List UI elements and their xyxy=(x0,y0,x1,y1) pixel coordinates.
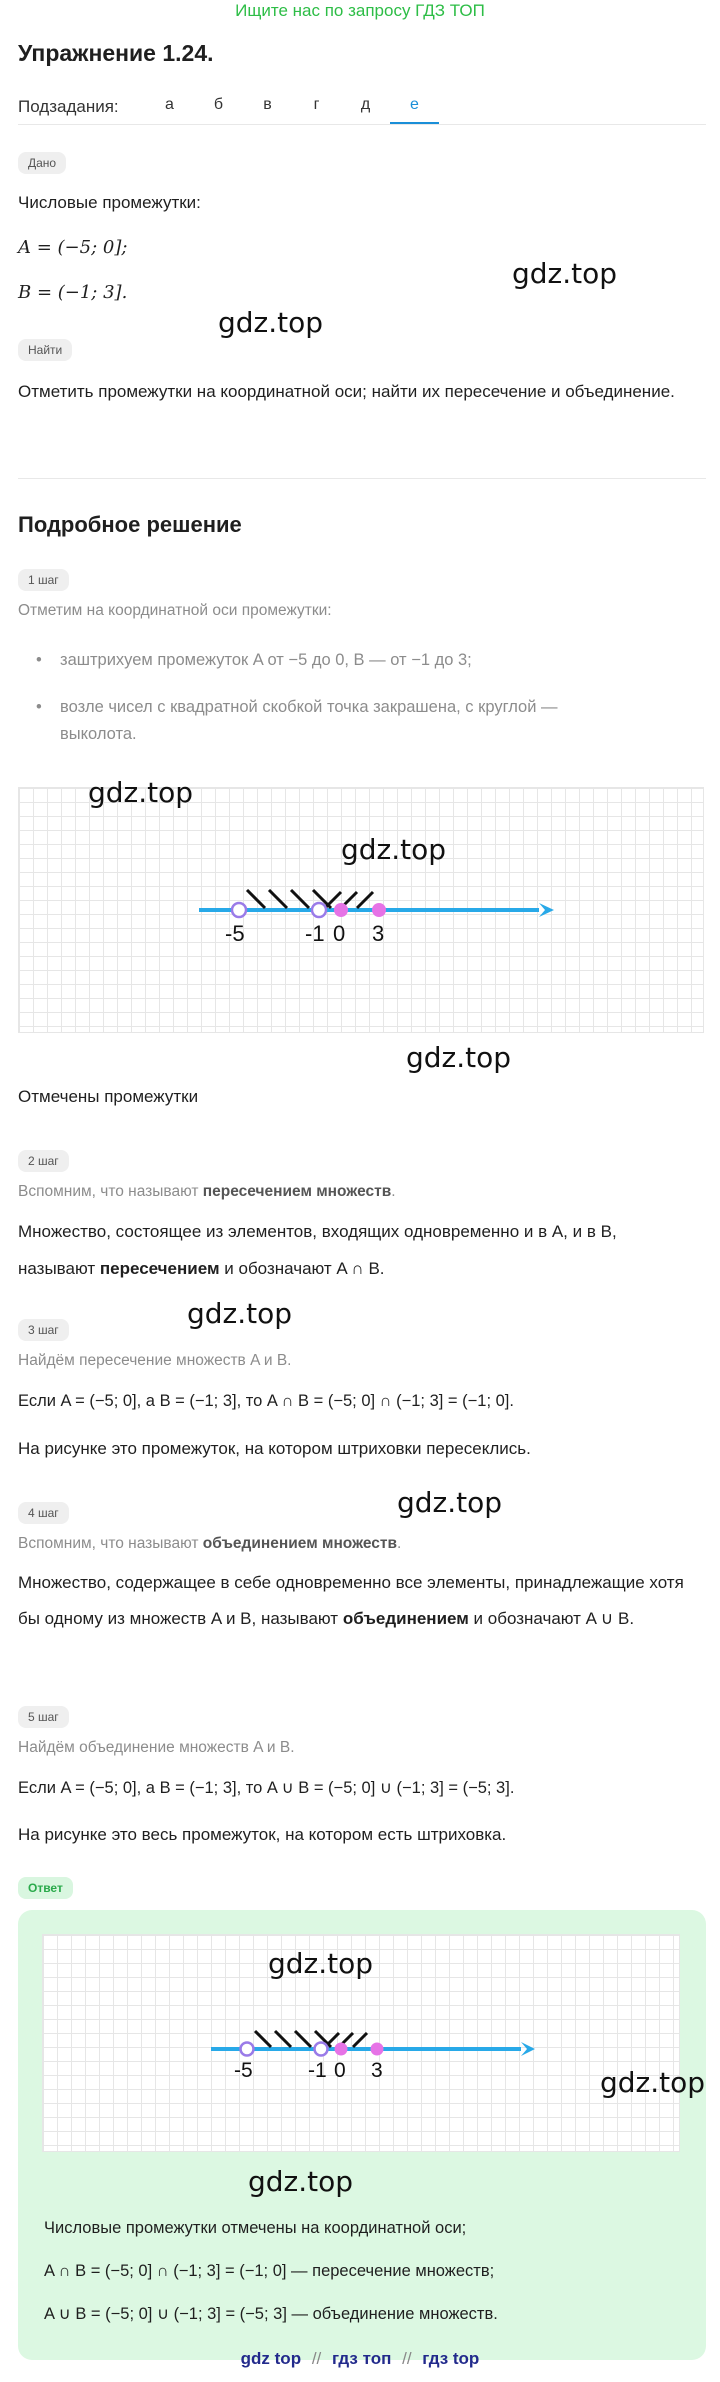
search-banner[interactable]: Ищите нас по запросу ГДЗ ТОП xyxy=(235,1,485,20)
answer-point-3-filled xyxy=(371,2043,384,2056)
watermark: gdz.top xyxy=(512,257,618,290)
tab-subtask-v[interactable]: в xyxy=(263,96,272,113)
answer-label-minus1: -1 xyxy=(308,2059,327,2082)
step5-text: На рисунке это весь промежуток, на котором есть штриховка. xyxy=(18,1825,507,1844)
watermark: gdz.top xyxy=(397,1486,503,1519)
step1-caption: Отмечены промежутки xyxy=(18,1087,199,1106)
step4-hint: Вспомним, что называют объединением множеств. xyxy=(18,1535,402,1552)
step1-bullet2: возле чисел с квадратной скобкой точка закрашена, с круглой — выколота. xyxy=(60,698,558,743)
watermark: gdz.top xyxy=(88,776,194,809)
answer-point-minus1-open xyxy=(315,2043,328,2056)
step1-intro: Отметим на координатной оси промежутки: xyxy=(18,602,332,619)
step5-badge: 5 шаг xyxy=(18,1706,69,1728)
given-set-b: B = (−1; 3]. xyxy=(18,282,128,303)
solution-title: Подробное решение xyxy=(18,512,242,537)
footer-separator: // xyxy=(402,2349,412,2368)
answer-intersection: A ∩ B = (−5; 0] ∩ (−1; 3] = (−1; 0] — пересечение множеств; xyxy=(44,2262,495,2280)
tab-subtask-g[interactable]: г xyxy=(313,96,320,113)
label-0: 0 xyxy=(333,921,346,946)
tab-subtask-e[interactable]: е xyxy=(390,90,439,124)
step3-badge: 3 шаг xyxy=(18,1319,69,1341)
answer-label-3: 3 xyxy=(371,2059,383,2082)
step3-hint: Найдём пересечение множеств A и B. xyxy=(18,1352,292,1369)
step3-text: На рисунке это промежуток, на котором штриховки пересеклись. xyxy=(18,1439,531,1458)
given-intro: Числовые промежутки: xyxy=(18,193,201,212)
step1-badge: 1 шаг xyxy=(18,569,69,591)
step4-badge: 4 шаг xyxy=(18,1502,69,1524)
footer-link-gdz-top-ru[interactable]: гдз топ xyxy=(332,2349,392,2368)
section-divider xyxy=(18,478,706,479)
hatch-b xyxy=(325,892,373,908)
watermark: gdz.top xyxy=(406,1041,512,1074)
label-minus5: -5 xyxy=(225,921,245,946)
footer-link-gdz-top[interactable]: gdz top xyxy=(240,2349,302,2368)
tab-subtask-a[interactable]: а xyxy=(165,96,174,113)
step3-formula: Если A = (−5; 0], а B = (−1; 3], то A ∩ B = (−5; 0] ∩ (−1; 3] = (−1; 0]. xyxy=(18,1392,514,1410)
answer-label-minus5: -5 xyxy=(234,2059,253,2082)
subtask-tabs xyxy=(145,90,439,124)
footer-separator: // xyxy=(311,2349,322,2368)
answer-point-0-filled xyxy=(335,2043,348,2056)
point-3-filled xyxy=(372,903,386,917)
number-line-figure xyxy=(18,787,704,1033)
watermark: gdz.top xyxy=(268,1947,374,1980)
answer-label-0: 0 xyxy=(334,2059,346,2082)
step2-text: Множество, состоящее из элементов, входящих одновременно и в A, и в B, называют пересечением и обозначают A ∩ B. xyxy=(18,1222,617,1278)
step2-hint: Вспомним, что называют пересечением множеств. xyxy=(18,1183,396,1200)
answer-union: A ∪ B = (−5; 0] ∪ (−1; 3] = (−5; 3] — объединение множеств. xyxy=(44,2305,498,2323)
label-minus1: -1 xyxy=(305,921,325,946)
step1-bullet2-dot: • xyxy=(36,698,42,716)
subtasks-label: Подзадания: xyxy=(18,97,119,116)
watermark: gdz.top xyxy=(248,2165,354,2198)
tab-subtask-b[interactable]: б xyxy=(213,96,224,113)
answer-point-minus5-open xyxy=(241,2043,254,2056)
step4-text: Множество, содержащее в себе одновременно все элементы, принадлежащие хотя бы одному из множеств A и B, называют объединением и обозначают A ∪ B. xyxy=(18,1573,684,1628)
answer-axis-arrow xyxy=(521,2042,535,2056)
step5-formula: Если A = (−5; 0], а B = (−1; 3], то A ∪ B = (−5; 0] ∪ (−1; 3] = (−5; 3]. xyxy=(18,1779,515,1797)
watermark: gdz.top xyxy=(600,2066,706,2099)
given-badge: Дано xyxy=(18,152,66,174)
footer-links xyxy=(0,2349,720,2369)
step1-bullet1: заштрихуем промежуток A от −5 до 0, B — от −1 до 3; xyxy=(60,651,472,669)
find-text: Отметить промежутки на координатной оси; найти их пересечение и объединение. xyxy=(18,382,675,401)
point-0-filled xyxy=(334,903,348,917)
watermark: gdz.top xyxy=(218,306,324,339)
step2-badge: 2 шаг xyxy=(18,1150,69,1172)
point-minus5-open xyxy=(232,903,246,917)
number-line-svg xyxy=(19,788,703,1032)
tabs-divider xyxy=(18,124,706,125)
find-badge: Найти xyxy=(18,339,72,361)
point-minus1-open xyxy=(312,903,326,917)
step1-bullet1-dot: • xyxy=(36,651,42,669)
label-3: 3 xyxy=(372,921,385,946)
watermark: gdz.top xyxy=(187,1297,293,1330)
answer-intro: Числовые промежутки отмечены на координатной оси; xyxy=(44,2219,467,2237)
answer-badge: Ответ xyxy=(18,1877,73,1899)
given-set-a: A = (−5; 0]; xyxy=(18,237,128,258)
page-title: Упражнение 1.24. xyxy=(18,40,214,66)
footer-link-gdz-top-mixed[interactable]: гдз top xyxy=(422,2349,480,2368)
watermark: gdz.top xyxy=(341,833,447,866)
step5-hint: Найдём объединение множеств A и B. xyxy=(18,1739,295,1756)
axis-arrow xyxy=(539,903,554,917)
tab-subtask-d[interactable]: д xyxy=(360,96,371,113)
